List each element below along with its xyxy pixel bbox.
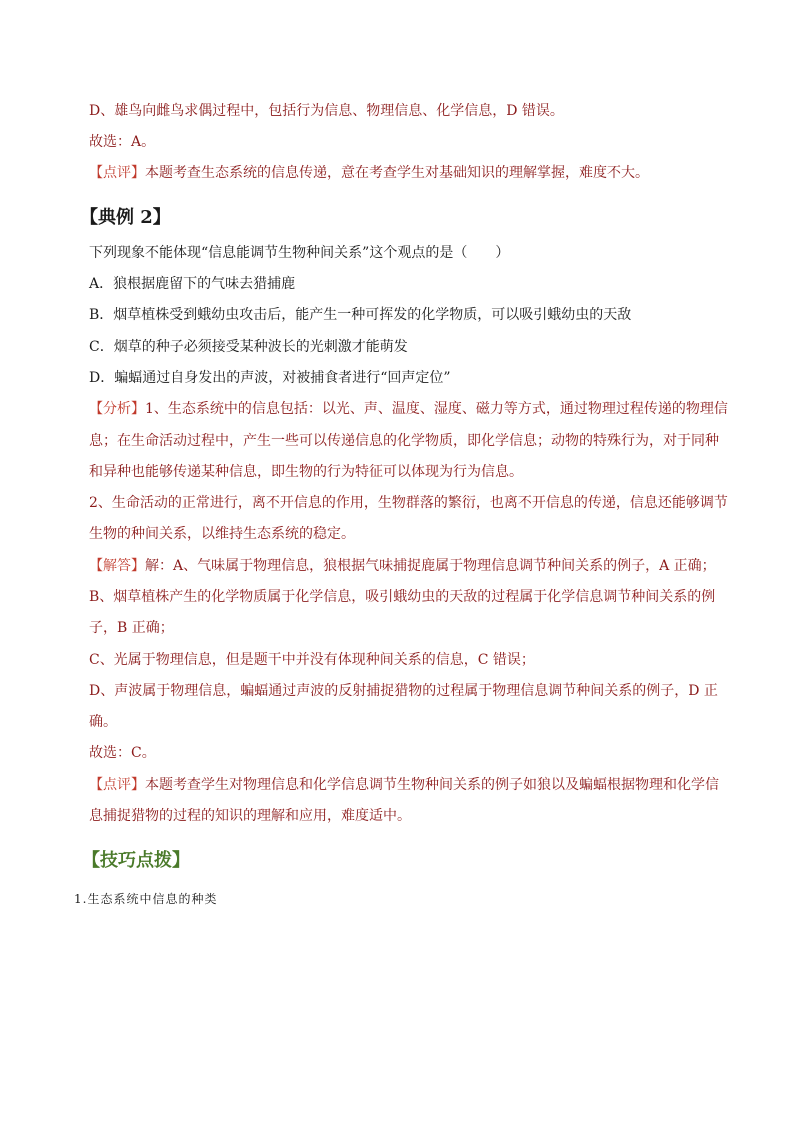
answer-line-1 <box>89 556 716 576</box>
analysis-line-5: 生物的种间关系，以维持生态系统的稳定。 <box>89 526 355 542</box>
comment-tag: 【点评】 <box>89 165 145 181</box>
answer-line-4: C、光属于物理信息，但是题干中并没有体现种间关系的信息，C 错误； <box>89 652 535 668</box>
prev-comment <box>89 163 649 183</box>
comment-line-2: 息捕捉猎物的过程的知识的理解和应用，难度适中。 <box>89 808 411 824</box>
answer-choice: 故选：C。 <box>89 745 156 761</box>
analysis-line-4: 2、生命活动的正常进行，离不开信息的作用，生物群落的繁衍，也离不开信息的传递，信息还能够调节 <box>89 495 728 511</box>
option-d: D．蝙蝠通过自身发出的声波，对被捕食者进行“回声定位” <box>89 370 451 386</box>
answer-text: 解：A、气味属于物理信息，狼根据气味捕捉鹿属于物理信息调节种间关系的例子，A 正确； <box>145 558 716 574</box>
analysis-line-1 <box>89 399 728 419</box>
answer-tag: 【解答】 <box>89 558 145 574</box>
analysis-line-2: 息；在生命活动过程中，产生一些可以传递信息的化学物质，即化学信息；动物的特殊行为，对于同种 <box>89 433 719 449</box>
tips-heading: 【技巧点拨】 <box>82 850 190 871</box>
answer-line-2: B、烟草植株产生的化学物质属于化学信息，吸引蛾幼虫的天敌的过程属于化学信息调节种间关系的例 <box>89 589 716 605</box>
analysis-text: 1、生态系统中的信息包括：以光、声、温度、湿度、磁力等方式，通过物理过程传递的物理信 <box>145 401 728 417</box>
analysis-tag: 【分析】 <box>89 401 145 417</box>
comment-tag: 【点评】 <box>89 777 145 793</box>
answer-line-5: D、声波属于物理信息，蝙蝠通过声波的反射捕捉猎物的过程属于物理信息调节种间关系的例子，D 正 <box>89 683 718 699</box>
analysis-line-3: 和异种也能够传递某种信息，即生物的行为特征可以体现为行为信息。 <box>89 464 523 480</box>
question-text: 下列现象不能体现“信息能调节生物种间关系”这个观点的是（ ） <box>89 245 510 261</box>
answer-line-3: 子，B 正确； <box>89 620 174 636</box>
option-b: B．烟草植株受到蛾幼虫攻击后，能产生一种可挥发的化学物质，可以吸引蛾幼虫的天敌 <box>89 307 632 323</box>
comment-text: 本题考查生态系统的信息传递，意在考查学生对基础知识的理解掌握，难度不大。 <box>145 165 649 181</box>
prev-answer: 故选：A。 <box>89 134 156 150</box>
answer-line-6: 确。 <box>89 714 117 730</box>
example-2-heading: 【典例 2】 <box>80 207 171 228</box>
tips-item-1: 1.生态系统中信息的种类 <box>74 892 218 906</box>
prev-option-d: D、雄鸟向雌鸟求偶过程中，包括行为信息、物理信息、化学信息，D 错误。 <box>89 103 564 119</box>
comment-text: 本题考查学生对物理信息和化学信息调节生物种间关系的例子如狼以及蝙蝠根据物理和化学信 <box>145 777 719 793</box>
comment-line-1 <box>89 775 719 795</box>
option-a: A．狼根据鹿留下的气味去猎捕鹿 <box>89 276 296 292</box>
option-c: C．烟草的种子必须接受某种波长的光刺激才能萌发 <box>89 339 408 355</box>
